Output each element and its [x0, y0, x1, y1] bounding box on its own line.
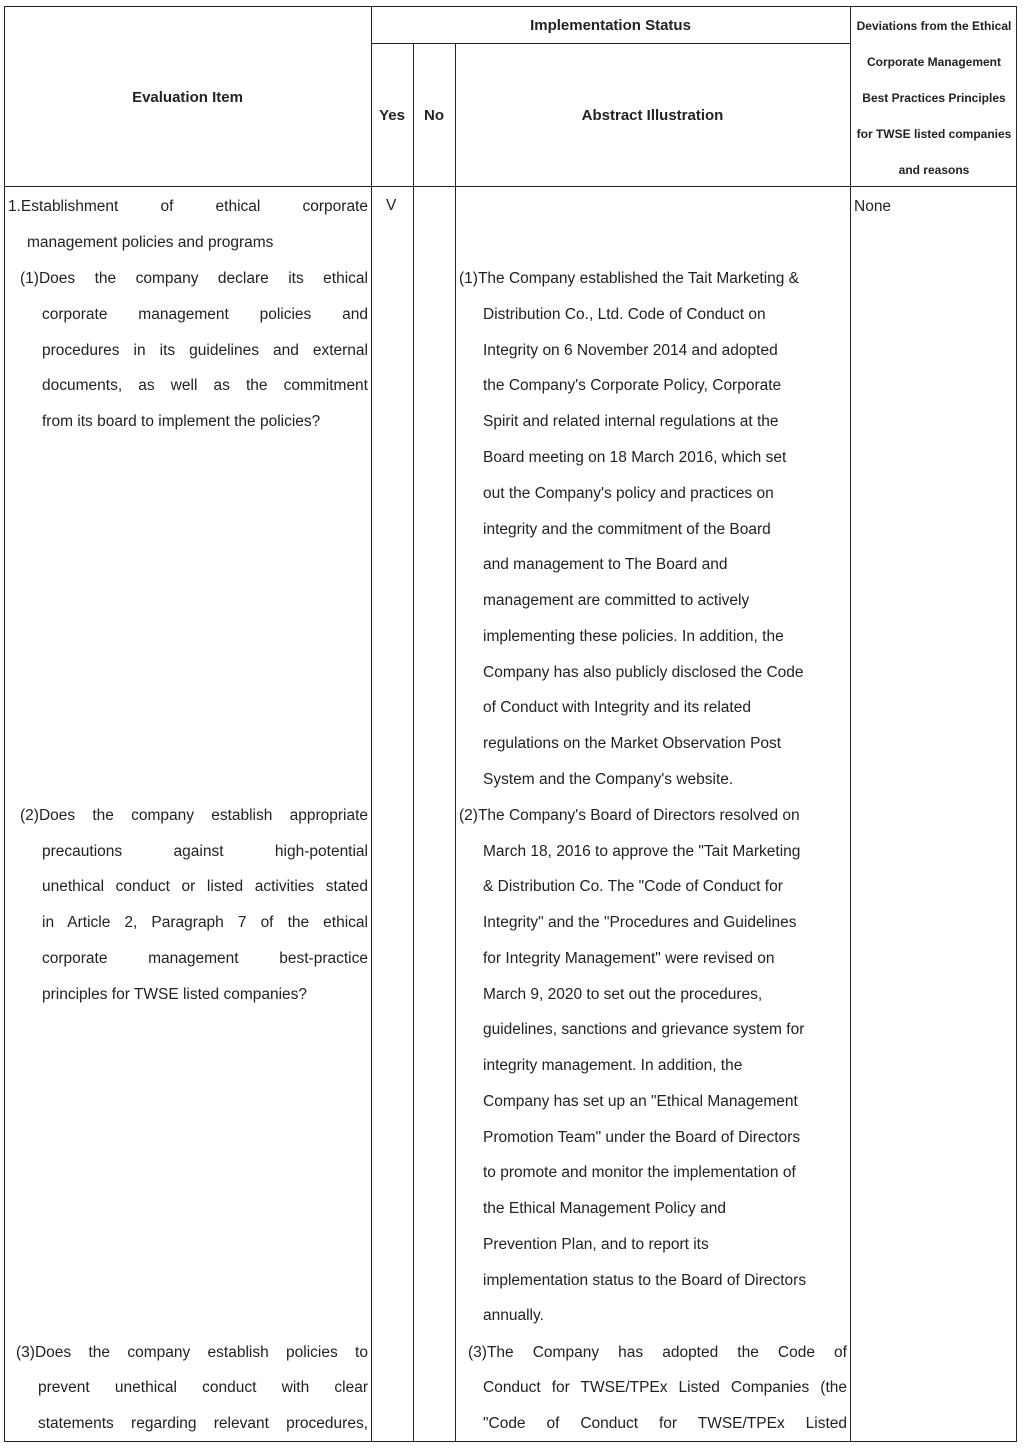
illustration-line: (2)The Company's Board of Directors resolved on [459, 807, 800, 824]
illustration-line: management are committed to actively [483, 592, 750, 609]
illustration-line: & Distribution Co. The "Code of Conduct for [483, 878, 783, 895]
illustration-line: regulations on the Market Observation Post [483, 735, 782, 752]
item-line: corporate management policies and [42, 306, 368, 323]
illustration-line: integrity and the commitment of the Board [483, 521, 771, 538]
illustration-line: implementing these policies. In addition, the [483, 628, 784, 645]
item-line: prevent unethical conduct with clear [38, 1379, 368, 1396]
illustration-line: March 18, 2016 to approve the "Tait Marketing [483, 843, 801, 860]
deviations-line: Corporate Management [866, 55, 1002, 69]
header-deviations [851, 8, 1017, 188]
item-line: corporate management best-practice [42, 950, 368, 967]
header-no: No [424, 107, 444, 124]
section-title-line: 1.Establishment of ethical corporate [8, 198, 368, 215]
illustration-line: implementation status to the Board of Directors [483, 1272, 807, 1289]
yes-mark: V [386, 197, 397, 214]
section-title-line: management policies and programs [27, 234, 274, 251]
col-divider-abstract [850, 6, 851, 1442]
illustration-line: the Ethical Management Policy and [483, 1200, 726, 1217]
col-divider-evaluation [371, 6, 372, 1442]
illustration-line: (3)The Company has adopted the Code of [468, 1344, 847, 1361]
deviations-line: Deviations from the Ethical [856, 19, 1012, 33]
illustration-line: and management to The Board and [483, 556, 728, 573]
header-yes: Yes [379, 107, 405, 124]
row-divider-status [371, 43, 850, 44]
illustration-line: to promote and monitor the implementation of [483, 1164, 796, 1181]
illustration-line: (1)The Company established the Tait Marketing & [459, 270, 800, 287]
illustration-line: Board meeting on 18 March 2016, which set [483, 449, 787, 466]
deviation-value: None [854, 198, 892, 215]
illustration-line: "Code of Conduct for TWSE/TPEx Listed [483, 1415, 847, 1432]
illustration-line: for Integrity Management" were revised on [483, 950, 775, 967]
illustration-line: guidelines, sanctions and grievance system for [483, 1021, 805, 1038]
item-line: (1)Does the company declare its ethical [20, 270, 368, 287]
item-line: principles for TWSE listed companies? [42, 986, 308, 1003]
header-abstract-illustration: Abstract Illustration [581, 107, 724, 124]
item-line: statements regarding relevant procedures, [38, 1415, 368, 1432]
illustration-line: Promotion Team" under the Board of Directors [483, 1129, 801, 1146]
item-line: precautions against high-potential [42, 843, 368, 860]
item-line: (2)Does the company establish appropriate [20, 807, 368, 824]
deviations-line: Best Practices Principles [862, 91, 1006, 105]
col-divider-yes [413, 43, 414, 1442]
item-line: procedures in its guidelines and external [42, 342, 368, 359]
illustration-line: March 9, 2020 to set out the procedures, [483, 986, 763, 1003]
col-divider-no [455, 43, 456, 1442]
deviations-line: and reasons [898, 163, 970, 177]
item-line: (3)Does the company establish policies to [16, 1344, 368, 1361]
item-line: in Article 2, Paragraph 7 of the ethical [42, 914, 368, 931]
illustration-line: Prevention Plan, and to report its [483, 1236, 709, 1253]
header-implementation-status: Implementation Status [530, 17, 691, 34]
illustration-line: Company has set up an "Ethical Management [483, 1093, 798, 1110]
illustration-line: Integrity on 6 November 2014 and adopted [483, 342, 778, 359]
illustration-line: out the Company's policy and practices on [483, 485, 774, 502]
deviations-line: for TWSE listed companies [856, 127, 1012, 141]
illustration-line: Integrity" and the "Procedures and Guidelines [483, 914, 797, 931]
item-line: unethical conduct or listed activities stated [42, 878, 368, 895]
illustration-line: System and the Company's website. [483, 771, 734, 788]
illustration-line: annually. [483, 1307, 544, 1324]
item-line: from its board to implement the policies? [42, 413, 321, 430]
illustration-line: Conduct for TWSE/TPEx Listed Companies (the [483, 1379, 847, 1396]
header-evaluation-item: Evaluation Item [132, 89, 243, 106]
illustration-line: of Conduct with Integrity and its related [483, 699, 751, 716]
illustration-line: the Company's Corporate Policy, Corporate [483, 377, 782, 394]
illustration-line: Company has also publicly disclosed the Code [483, 664, 804, 681]
item-line: documents, as well as the commitment [42, 377, 368, 394]
illustration-line: Spirit and related internal regulations at the [483, 413, 779, 430]
illustration-line: integrity management. In addition, the [483, 1057, 743, 1074]
illustration-line: Distribution Co., Ltd. Code of Conduct on [483, 306, 766, 323]
